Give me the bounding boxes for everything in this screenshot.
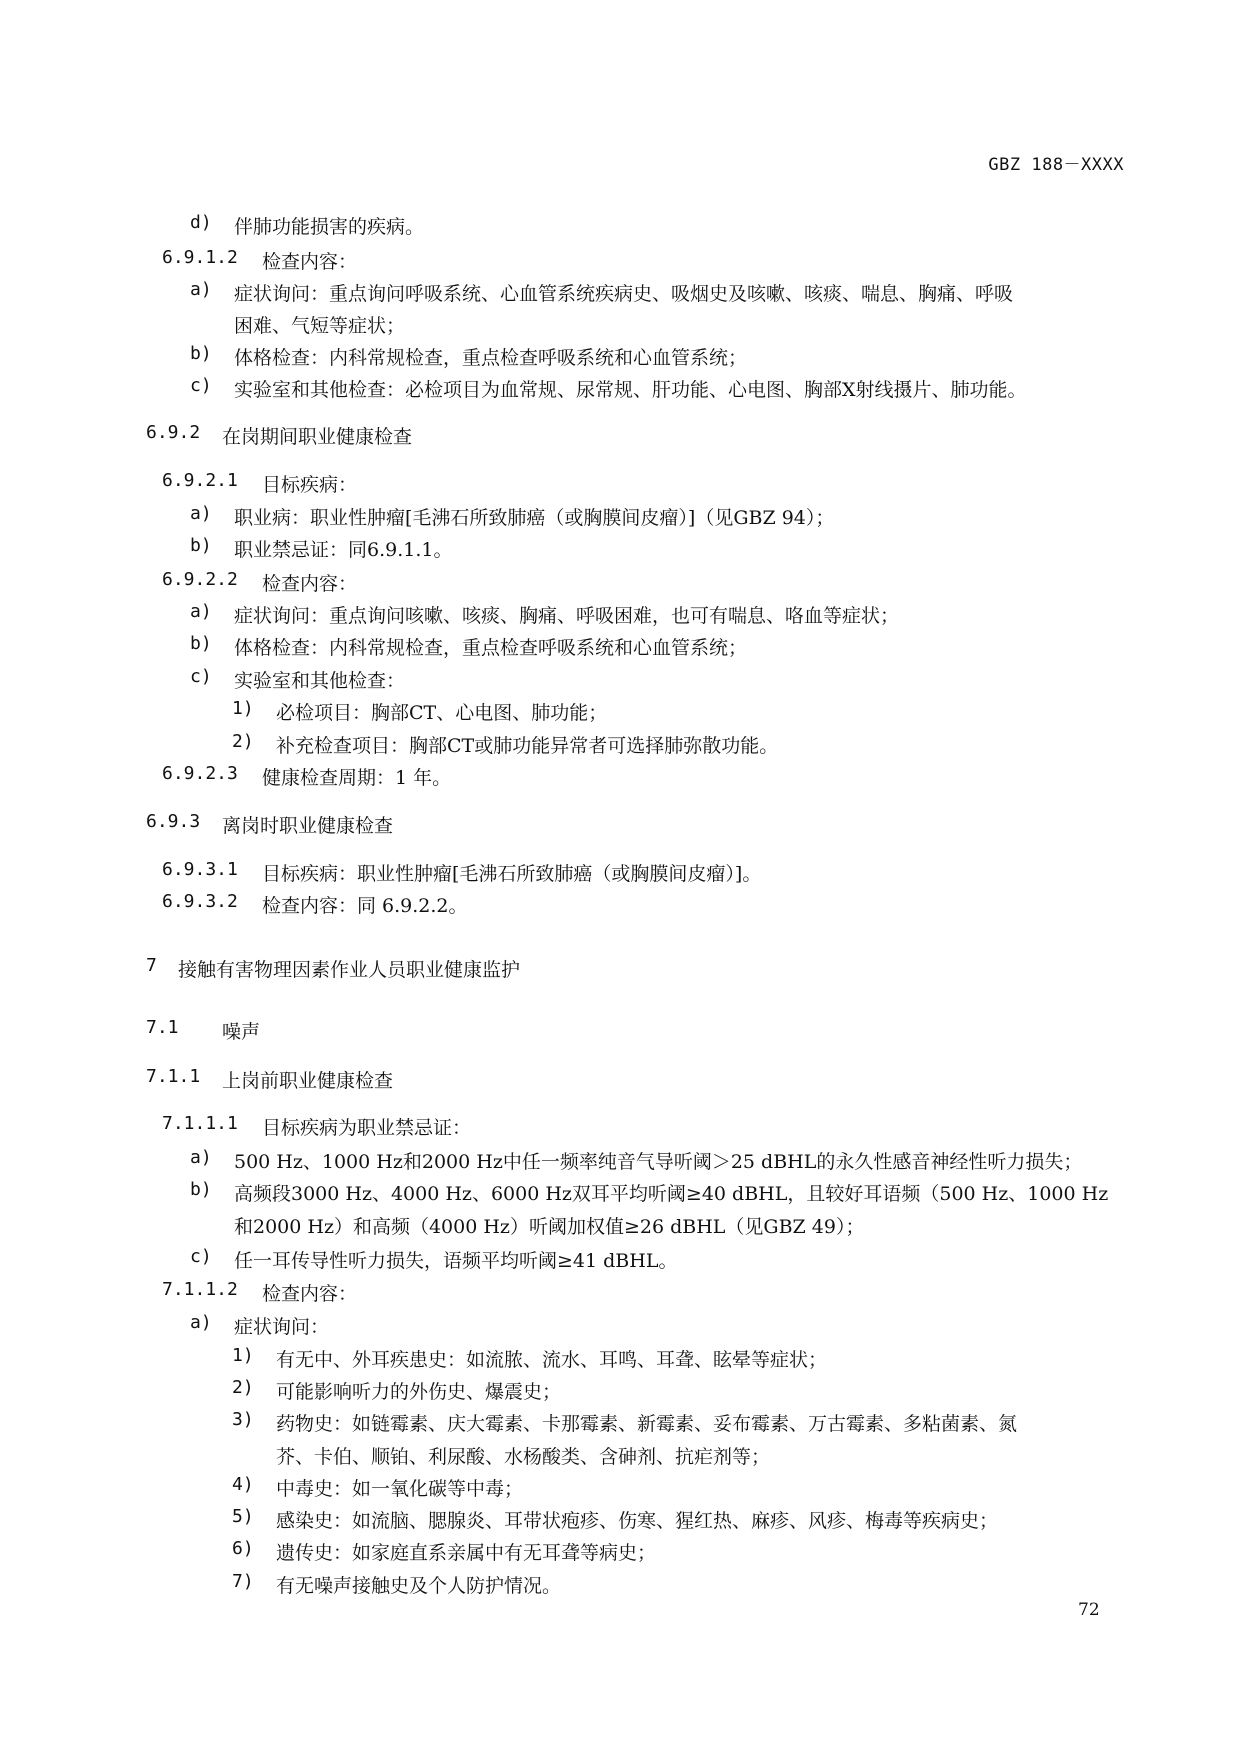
clause-number: 7.1.1.2 [162,1279,238,1300]
paragraph-line: 体格检查：内科常规检查，重点检查呼吸系统和心血管系统； [234,347,748,369]
clause-number: 2) [232,731,254,752]
section-number: 7 [146,955,157,976]
clause-number: 2) [232,1377,254,1398]
clause-number: 1) [232,1345,254,1366]
clause-number: b) [190,535,212,556]
paragraph-line: 职业病：职业性肿瘤[毛沸石所致肺癌（或胸膜间皮瘤）]（见GBZ 94）； [234,507,835,529]
clause-number: a) [190,1312,212,1333]
clause-number: 6.9.3.1 [162,859,238,880]
paragraph-line: 实验室和其他检查： [234,670,406,692]
paragraph-line: 高频段3000 Hz、4000 Hz、6000 Hz双耳平均听阈≥40 dBHL，且较好耳语频（500 Hz、1000 Hz [234,1183,1109,1205]
paragraph-line: 可能影响听力的外伤史、爆震史； [276,1381,562,1403]
paragraph-line: 目标疾病为职业禁忌证： [262,1117,472,1139]
clause-number: 4) [232,1474,254,1495]
clause-number: 6.9.2.3 [162,763,238,784]
clause-number: a) [190,279,212,300]
clause-number: b) [190,343,212,364]
paragraph-line: 体格检查：内科常规检查，重点检查呼吸系统和心血管系统； [234,637,748,659]
paragraph-line: 芥、卡伯、顺铂、利尿酸、水杨酸类、含砷剂、抗疟剂等； [276,1446,771,1468]
section-number: 6.9.3 [146,811,201,832]
paragraph-line: 检查内容：同 6.9.2.2。 [262,895,468,917]
paragraph-line: 困难、气短等症状； [234,315,406,337]
paragraph-line: 有无中、外耳疾患史：如流脓、流水、耳鸣、耳聋、眩晕等症状； [276,1349,828,1371]
clause-number: 7) [232,1571,254,1592]
paragraph-line: 职业禁忌证：同6.9.1.1。 [234,539,453,561]
paragraph-line: 健康检查周期：1 年。 [262,767,452,789]
paragraph-line: 遗传史：如家庭直系亲属中有无耳聋等病史； [276,1542,657,1564]
paragraph-line: 药物史：如链霉素、庆大霉素、卡那霉素、新霉素、妥布霉素、万古霉素、多粘菌素、氮 [276,1413,1018,1435]
section-number: 6.9.2 [146,422,201,443]
clause-number: 6.9.3.2 [162,891,238,912]
paragraph-line: 伴肺功能损害的疾病。 [234,216,425,238]
paragraph-line: 检查内容： [262,251,358,273]
paragraph-line: 有无噪声接触史及个人防护情况。 [276,1575,562,1597]
section-heading: 上岗前职业健康检查 [222,1070,394,1092]
clause-number: a) [190,503,212,524]
paragraph-line: 感染史：如流脑、腮腺炎、耳带状疱疹、伤寒、猩红热、麻疹、风疹、梅毒等疾病史； [276,1510,999,1532]
paragraph-line: 必检项目：胸部CT、心电图、肺功能； [276,702,608,724]
clause-number: 5) [232,1506,254,1527]
paragraph-line: 症状询问：重点询问咳嗽、咳痰、胸痛、呼吸困难，也可有喘息、咯血等症状； [234,605,900,627]
clause-number: 3) [232,1409,254,1430]
section-number: 7.1 [146,1017,179,1038]
clause-number: c) [190,1246,212,1267]
paragraph-line: 实验室和其他检查：必检项目为血常规、尿常规、肝功能、心电图、胸部X射线摄片、肺功能。 [234,379,1027,401]
clause-number: a) [190,1147,212,1168]
paragraph-line: 目标疾病：职业性肿瘤[毛沸石所致肺癌（或胸膜间皮瘤）]。 [262,863,762,885]
paragraph-line: 500 Hz、1000 Hz和2000 Hz中任一频率纯音气导听阈＞25 dBHL的永久性感音神经性听力损失； [234,1151,1083,1173]
clause-number: c) [190,375,212,396]
clause-number: 6.9.2.2 [162,569,238,590]
paragraph-line: 症状询问：重点询问呼吸系统、心血管系统疾病史、吸烟史及咳嗽、咳痰、喘息、胸痛、呼吸 [234,283,1014,305]
paragraph-line: 目标疾病： [262,474,358,496]
document-code: GBZ 188－XXXX [988,155,1124,175]
clause-number: 6.9.2.1 [162,470,238,491]
clause-number: c) [190,666,212,687]
clause-number: d) [190,212,212,233]
clause-number: 6.9.1.2 [162,247,238,268]
clause-number: 7.1.1.1 [162,1113,238,1134]
paragraph-line: 检查内容： [262,1283,358,1305]
section-heading: 噪声 [222,1021,261,1043]
paragraph-line: 补充检查项目：胸部CT或肺功能异常者可选择肺弥散功能。 [276,735,779,757]
clause-number: b) [190,1179,212,1200]
paragraph-line: 检查内容： [262,573,358,595]
paragraph-line: 中毒史：如一氧化碳等中毒； [276,1478,524,1500]
paragraph-line: 和2000 Hz）和高频（4000 Hz）听阈加权值≥26 dBHL（见GBZ 49）； [234,1216,865,1238]
section-number: 7.1.1 [146,1066,201,1087]
clause-number: 6) [232,1538,254,1559]
section-heading: 离岗时职业健康检查 [222,815,394,837]
section-heading: 接触有害物理因素作业人员职业健康监护 [178,959,521,981]
section-heading: 在岗期间职业健康检查 [222,426,413,448]
clause-number: a) [190,601,212,622]
clause-number: 1) [232,698,254,719]
paragraph-line: 症状询问： [234,1316,330,1338]
clause-number: b) [190,633,212,654]
page-number: 72 [1078,1600,1100,1620]
paragraph-line: 任一耳传导性听力损失，语频平均听阈≥41 dBHL。 [234,1250,678,1272]
